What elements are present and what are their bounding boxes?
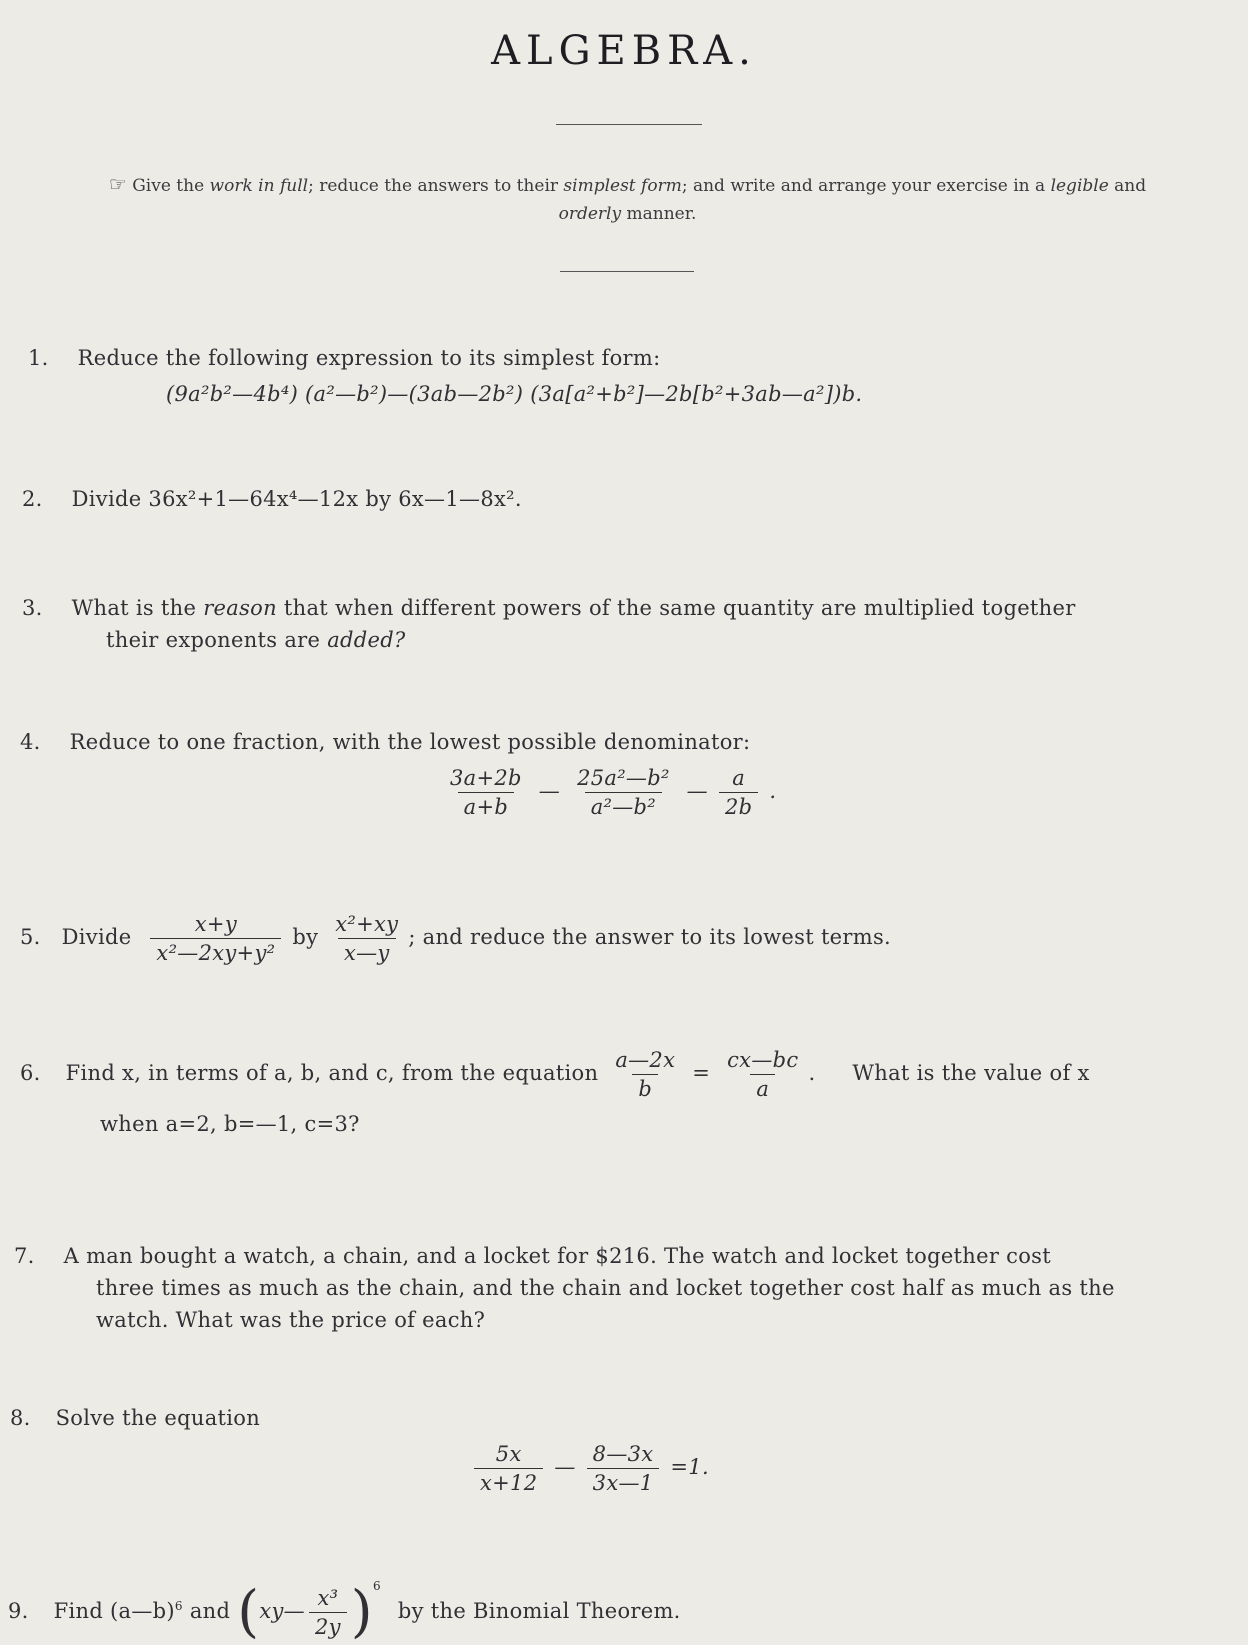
instr-text-4: and bbox=[1108, 176, 1147, 196]
fraction bbox=[609, 1046, 681, 1103]
operator: — bbox=[538, 779, 561, 803]
question-number: 7. bbox=[14, 1244, 35, 1268]
fraction bbox=[309, 1584, 347, 1641]
instr-em-4: orderly bbox=[558, 204, 622, 224]
question-emphasis: added? bbox=[327, 628, 406, 652]
denominator: a+b bbox=[458, 792, 514, 821]
fraction bbox=[474, 1440, 543, 1497]
instr-em-1: work in full bbox=[209, 176, 309, 196]
question-text: by the Binomial Theorem. bbox=[397, 1599, 681, 1623]
question-6-line-2: when a=2, b=—1, c=3? bbox=[100, 1112, 360, 1136]
instructions bbox=[30, 170, 1225, 228]
question-text: Find x, in terms of a, b, and c, from the equation bbox=[65, 1061, 599, 1085]
question-1 bbox=[28, 342, 660, 374]
question-3-line-2 bbox=[106, 624, 406, 656]
denominator: 3x—1 bbox=[587, 1468, 660, 1497]
denominator: 2y bbox=[309, 1612, 347, 1641]
numerator: 25a²—b² bbox=[577, 766, 670, 790]
title-divider bbox=[556, 124, 702, 125]
question-number: 9. bbox=[8, 1599, 29, 1623]
operator: — bbox=[554, 1455, 576, 1479]
denominator: a bbox=[750, 1074, 775, 1103]
question-8 bbox=[10, 1402, 260, 1434]
numerator: cx—bc bbox=[727, 1048, 799, 1072]
numerator: x+y bbox=[194, 912, 237, 936]
numerator: a—2x bbox=[615, 1048, 676, 1072]
operator: — bbox=[686, 779, 708, 803]
question-text: Solve the equation bbox=[55, 1406, 261, 1430]
numerator: x³ bbox=[317, 1586, 339, 1610]
instr-text-1: Give the bbox=[132, 176, 210, 196]
exponent: 6 bbox=[174, 1599, 183, 1613]
denominator: x+12 bbox=[474, 1468, 543, 1497]
right-paren: ) bbox=[350, 1579, 373, 1645]
denominator: 2b bbox=[719, 792, 758, 821]
question-text: that when different powers of the same quantity are multiplied together bbox=[276, 596, 1076, 620]
numerator: x²+xy bbox=[335, 912, 399, 936]
question-1-expression: (9a²b²—4b⁴) (a²—b²)—(3ab—2b²) (3a[a²+b²]—2b[b²+3ab—a²])b. bbox=[166, 382, 863, 406]
question-text: Divide 36x²+1—64x⁴—12x by 6x—1—8x². bbox=[71, 487, 522, 511]
instr-em-2: simplest form bbox=[563, 176, 682, 196]
numerator: 5x bbox=[495, 1442, 522, 1466]
instr-text-5: manner. bbox=[621, 204, 697, 224]
instr-text-2: ; reduce the answers to their bbox=[308, 176, 564, 196]
question-2 bbox=[22, 483, 522, 515]
fraction bbox=[719, 764, 758, 821]
question-7-line-3: watch. What was the price of each? bbox=[96, 1308, 486, 1332]
question-text: A man bought a watch, a chain, and a locket for $216. The watch and locket together cost bbox=[63, 1244, 1051, 1268]
question-5 bbox=[20, 910, 891, 967]
question-6 bbox=[20, 1046, 1230, 1103]
question-8-expression bbox=[470, 1440, 709, 1497]
question-7-line-2: three times as much as the chain, and the chain and locket together cost half as much as the bbox=[96, 1276, 1115, 1300]
fraction bbox=[329, 910, 404, 967]
numerator: 8—3x bbox=[592, 1442, 654, 1466]
question-number: 3. bbox=[22, 596, 43, 620]
question-number: 8. bbox=[10, 1406, 31, 1430]
denominator: b bbox=[632, 1074, 658, 1103]
question-number: 2. bbox=[22, 487, 43, 511]
fraction bbox=[721, 1046, 804, 1103]
question-9 bbox=[8, 1570, 681, 1645]
question-4 bbox=[20, 726, 750, 758]
numerator: a bbox=[732, 766, 746, 790]
period: . bbox=[808, 1061, 816, 1085]
question-4-expression bbox=[440, 764, 776, 821]
instr-em-3: legible bbox=[1050, 176, 1109, 196]
question-text: Reduce to one fraction, with the lowest possible denominator: bbox=[69, 730, 751, 754]
instr-text-3: ; and write and arrange your exercise in a bbox=[681, 176, 1051, 196]
operator: = bbox=[692, 1061, 711, 1085]
right-hand-side: =1. bbox=[670, 1455, 709, 1479]
denominator: x²—2xy+y² bbox=[150, 938, 281, 967]
question-3 bbox=[22, 592, 1222, 624]
left-paren: ( bbox=[237, 1579, 260, 1645]
question-text: Divide bbox=[61, 925, 132, 949]
page-title: ALGEBRA. bbox=[491, 28, 757, 74]
exponent: 6 bbox=[372, 1579, 381, 1593]
instructions-divider bbox=[560, 271, 694, 272]
question-text: What is the bbox=[71, 596, 204, 620]
question-number: 6. bbox=[20, 1061, 41, 1085]
fraction bbox=[571, 764, 676, 821]
fraction bbox=[150, 910, 281, 967]
denominator: a²—b² bbox=[585, 792, 662, 821]
question-text: by bbox=[292, 925, 319, 949]
question-text: ; and reduce the answer to its lowest terms. bbox=[408, 925, 892, 949]
fraction bbox=[444, 764, 528, 821]
pointing-hand-icon: ☞ bbox=[108, 172, 127, 196]
question-text: their exponents are bbox=[106, 628, 328, 652]
numerator: 3a+2b bbox=[450, 766, 522, 790]
question-number: 4. bbox=[20, 730, 41, 754]
period: . bbox=[769, 779, 777, 803]
question-number: 1. bbox=[28, 346, 49, 370]
denominator: x—y bbox=[338, 938, 396, 967]
question-text: Reduce the following expression to its simplest form: bbox=[77, 346, 661, 370]
question-text: and bbox=[182, 1599, 231, 1623]
question-text: Find (a—b) bbox=[53, 1599, 175, 1623]
question-emphasis: reason bbox=[203, 596, 277, 620]
question-text: What is the value of x bbox=[852, 1061, 1090, 1085]
question-number: 5. bbox=[20, 925, 41, 949]
question-7 bbox=[14, 1240, 1051, 1272]
fraction bbox=[587, 1440, 660, 1497]
expression-part: xy— bbox=[259, 1599, 305, 1623]
